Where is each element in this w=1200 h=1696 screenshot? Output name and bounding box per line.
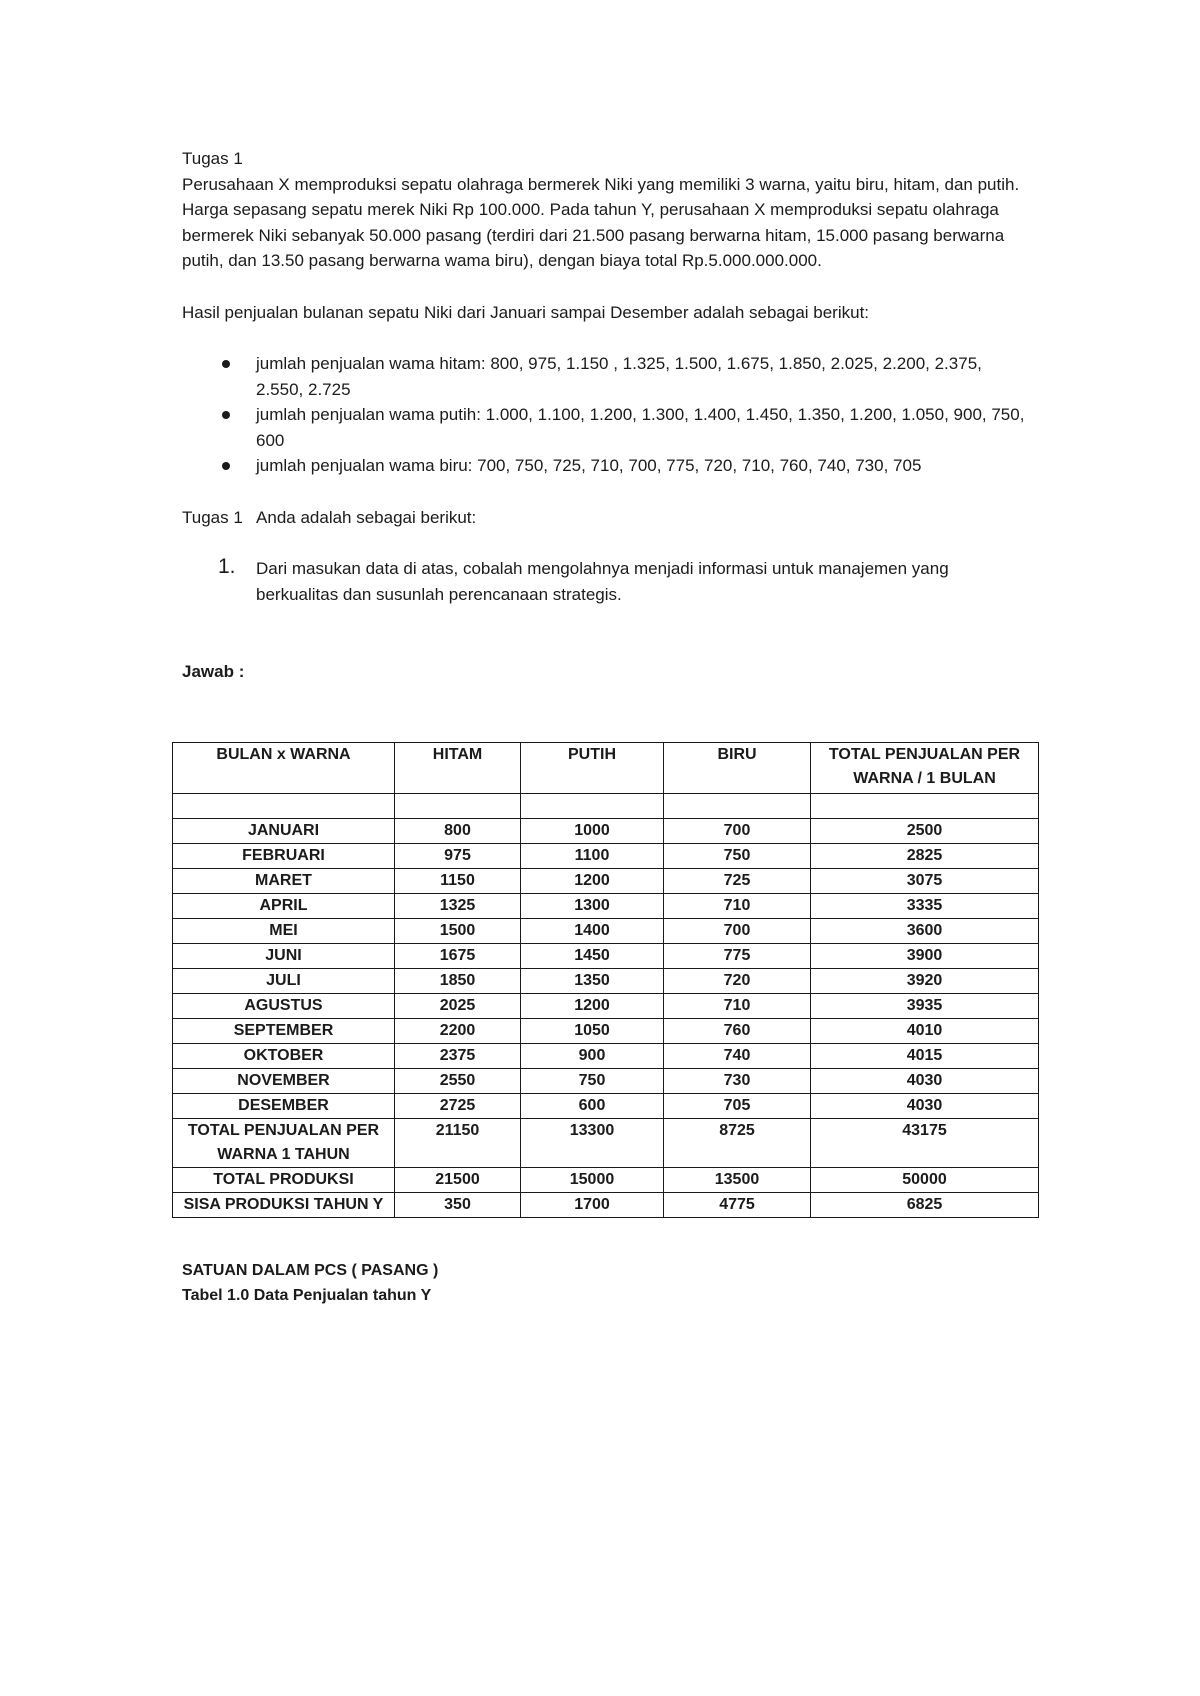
value-cell: 2025 <box>395 994 521 1019</box>
table-caption: Tabel 1.0 Data Penjualan tahun Y <box>182 1287 432 1304</box>
value-cell: 1325 <box>395 894 521 919</box>
table-row <box>173 1019 1039 1044</box>
value-cell: 4030 <box>811 1094 1039 1119</box>
value-cell: 1675 <box>395 944 521 969</box>
value-cell: 3600 <box>811 919 1039 944</box>
bullet-icon <box>222 360 230 368</box>
table-row <box>173 1193 1039 1218</box>
bullet-icon <box>222 411 230 419</box>
value-cell: 750 <box>521 1069 664 1094</box>
value-cell: 775 <box>664 944 811 969</box>
bullet-item-putih: jumlah penjualan wama putih: 1.000, 1.100, 1.200, 1.300, 1.400, 1.450, 1.350, 1.200, 1.050, 900, 750, 600 <box>182 402 1032 453</box>
value-cell: 13300 <box>521 1119 664 1168</box>
table-row <box>173 1119 1039 1168</box>
header-cell-putih: PUTIH <box>521 743 664 794</box>
sales-intro: Hasil penjualan bulanan sepatu Niki dari Januari sampai Desember adalah sebagai berikut: <box>182 302 870 322</box>
value-cell: 710 <box>664 994 811 1019</box>
value-cell: 1000 <box>521 819 664 844</box>
value-cell: 1300 <box>521 894 664 919</box>
value-cell: 1350 <box>521 969 664 994</box>
bullet-item-hitam: jumlah penjualan wama hitam: 800, 975, 1.150 , 1.325, 1.500, 1.675, 1.850, 2.025, 2.200, 2.375, 2.550, 2.725 <box>182 351 1032 402</box>
value-cell: 730 <box>664 1069 811 1094</box>
value-cell: 8725 <box>664 1119 811 1168</box>
value-cell: 710 <box>664 894 811 919</box>
header-cell-month: BULAN x WARNA <box>173 743 395 794</box>
row-label-cell: TOTAL PRODUKSI <box>173 1168 395 1193</box>
document-body <box>182 146 1032 685</box>
row-label-cell: MEI <box>173 919 395 944</box>
sales-bullet-list <box>182 351 1032 479</box>
row-label-cell: AGUSTUS <box>173 994 395 1019</box>
value-cell: 1700 <box>521 1193 664 1218</box>
row-label-cell: SEPTEMBER <box>173 1019 395 1044</box>
table-row <box>173 844 1039 869</box>
task-item-text: Dari masukan data di atas, cobalah mengolahnya menjadi informasi untuk manajemen yang berkualitas dan susunlah perencanaan strategis. <box>256 559 949 604</box>
value-cell: 2375 <box>395 1044 521 1069</box>
value-cell: 1500 <box>395 919 521 944</box>
value-cell: 720 <box>664 969 811 994</box>
value-cell: 4030 <box>811 1069 1039 1094</box>
value-cell: 3335 <box>811 894 1039 919</box>
value-cell: 740 <box>664 1044 811 1069</box>
row-label-cell: JULI <box>173 969 395 994</box>
value-cell: 1200 <box>521 994 664 1019</box>
value-cell: 2200 <box>395 1019 521 1044</box>
value-cell: 700 <box>664 819 811 844</box>
unit-note: SATUAN DALAM PCS ( PASANG ) <box>182 1262 439 1279</box>
task-heading: Tugas 1 <box>182 149 243 168</box>
value-cell: 800 <box>395 819 521 844</box>
row-label-cell: JANUARI <box>173 819 395 844</box>
table-row <box>173 994 1039 1019</box>
blank-row <box>173 794 1039 819</box>
table-row <box>173 1168 1039 1193</box>
value-cell: 6825 <box>811 1193 1039 1218</box>
value-cell: 13500 <box>664 1168 811 1193</box>
value-cell: 21500 <box>395 1168 521 1193</box>
table-row <box>173 969 1039 994</box>
table-row <box>173 944 1039 969</box>
value-cell: 4010 <box>811 1019 1039 1044</box>
value-cell: 15000 <box>521 1168 664 1193</box>
value-cell: 3935 <box>811 994 1039 1019</box>
value-cell: 350 <box>395 1193 521 1218</box>
value-cell: 3920 <box>811 969 1039 994</box>
value-cell: 2725 <box>395 1094 521 1119</box>
sales-table <box>172 742 1039 1218</box>
value-cell: 750 <box>664 844 811 869</box>
table-row <box>173 894 1039 919</box>
value-cell: 2825 <box>811 844 1039 869</box>
value-cell: 705 <box>664 1094 811 1119</box>
header-cell-biru: BIRU <box>664 743 811 794</box>
table-row <box>173 1044 1039 1069</box>
value-cell: 21150 <box>395 1119 521 1168</box>
row-label-cell: NOVEMBER <box>173 1069 395 1094</box>
row-label-cell: TOTAL PENJUALAN PER WARNA 1 TAHUN <box>173 1119 395 1168</box>
row-label-cell: MARET <box>173 869 395 894</box>
table-row <box>173 1069 1039 1094</box>
value-cell: 725 <box>664 869 811 894</box>
value-cell: 3075 <box>811 869 1039 894</box>
value-cell: 975 <box>395 844 521 869</box>
value-cell: 4775 <box>664 1193 811 1218</box>
header-cell-total: TOTAL PENJUALAN PER WARNA / 1 BULAN <box>811 743 1039 794</box>
value-cell: 1100 <box>521 844 664 869</box>
row-label-cell: SISA PRODUKSI TAHUN Y <box>173 1193 395 1218</box>
value-cell: 1150 <box>395 869 521 894</box>
table-row <box>173 819 1039 844</box>
value-cell: 1400 <box>521 919 664 944</box>
row-label-cell: JUNI <box>173 944 395 969</box>
bullet-item-biru: jumlah penjualan wama biru: 700, 750, 725, 710, 700, 775, 720, 710, 760, 740, 730, 705 <box>182 453 1032 479</box>
table-row <box>173 919 1039 944</box>
task-number: 1. <box>218 555 236 578</box>
row-label-cell: DESEMBER <box>173 1094 395 1119</box>
value-cell: 4015 <box>811 1044 1039 1069</box>
row-label-cell: APRIL <box>173 894 395 919</box>
value-cell: 760 <box>664 1019 811 1044</box>
value-cell: 1200 <box>521 869 664 894</box>
value-cell: 3900 <box>811 944 1039 969</box>
header-cell-hitam: HITAM <box>395 743 521 794</box>
value-cell: 900 <box>521 1044 664 1069</box>
value-cell: 2500 <box>811 819 1039 844</box>
row-label-cell: FEBRUARI <box>173 844 395 869</box>
value-cell: 700 <box>664 919 811 944</box>
value-cell: 43175 <box>811 1119 1039 1168</box>
table-notes <box>182 1258 438 1308</box>
table-header-row <box>173 743 1039 794</box>
answer-label: Jawab : <box>182 662 245 681</box>
table-row <box>173 869 1039 894</box>
value-cell: 1050 <box>521 1019 664 1044</box>
value-cell: 600 <box>521 1094 664 1119</box>
intro-paragraph: Perusahaan X memproduksi sepatu olahraga bermerek Niki yang memiliki 3 warna, yaitu biru, hitam, dan putih. Harga sepasang sepatu merek Niki Rp 100.000. Pada tahun Y, perusahaan X memproduksi sepatu olahraga bermerek Niki sebanyak 50.000 pasang (terdiri dari 21.500 pasang berwarna hitam, 15.000 pasang berwarna putih, dan 13.50 pasang berwarna wama biru), dengan biaya total Rp.5.000.000.000. <box>182 174 1020 270</box>
table-row <box>173 1094 1039 1119</box>
task-numbered-item <box>182 556 1032 607</box>
row-label-cell: OKTOBER <box>173 1044 395 1069</box>
task-line: Tugas 1 Anda adalah sebagai berikut: <box>182 507 477 527</box>
value-cell: 2550 <box>395 1069 521 1094</box>
value-cell: 1850 <box>395 969 521 994</box>
value-cell: 50000 <box>811 1168 1039 1193</box>
value-cell: 1450 <box>521 944 664 969</box>
bullet-icon <box>222 462 230 470</box>
